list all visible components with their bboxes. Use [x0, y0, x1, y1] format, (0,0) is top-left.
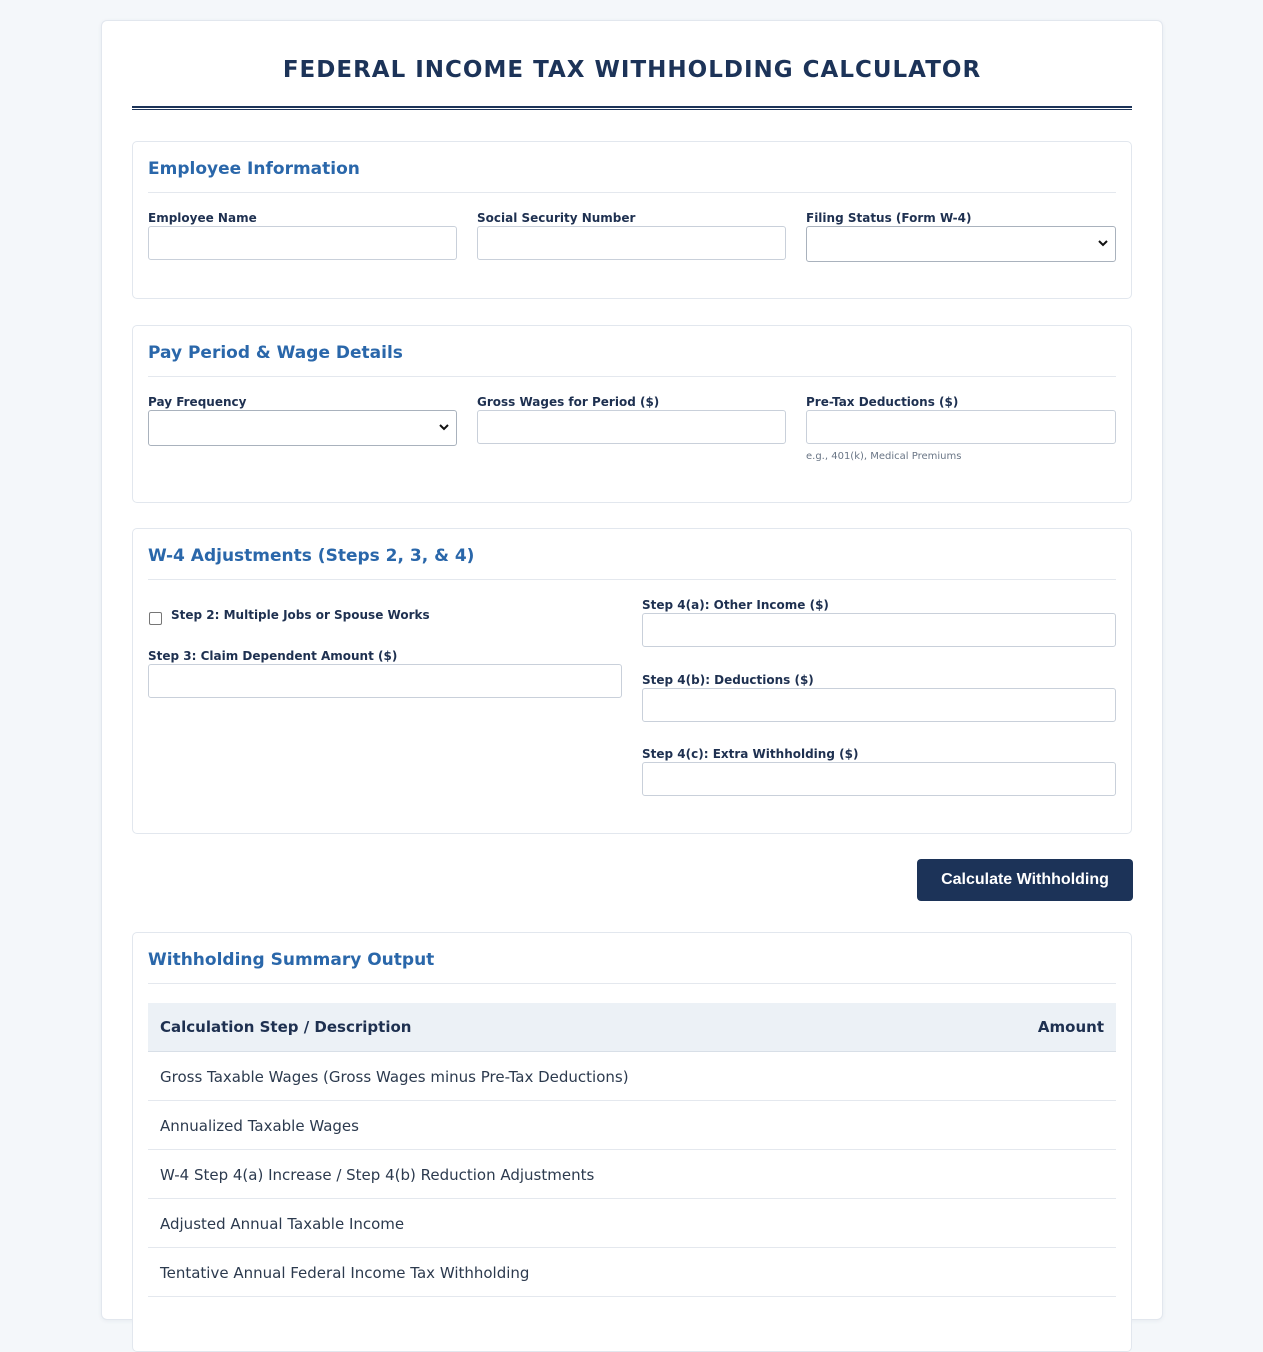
chevron-down-icon	[1096, 236, 1110, 250]
step3-label: Step 3: Claim Dependent Amount ($)	[148, 649, 398, 663]
w4-adjustments-section	[132, 528, 1132, 834]
employee-name-label: Employee Name	[148, 211, 257, 225]
column-header-description: Calculation Step / Description	[160, 1018, 412, 1036]
table-row	[148, 1199, 1116, 1248]
section-title: W-4 Adjustments (Steps 2, 3, & 4)	[148, 546, 475, 566]
table-row	[148, 1150, 1116, 1199]
section-divider	[148, 192, 1116, 193]
step4a-label: Step 4(a): Other Income ($)	[642, 598, 829, 612]
title-divider	[132, 106, 1132, 110]
section-title: Pay Period & Wage Details	[148, 343, 403, 363]
section-divider	[148, 579, 1116, 580]
table-row	[148, 1052, 1116, 1101]
gross-wages-label: Gross Wages for Period ($)	[477, 395, 660, 409]
page-title: FEDERAL INCOME TAX WITHHOLDING CALCULATOR	[282, 57, 982, 83]
row-description: Tentative Annual Federal Income Tax Withholding	[160, 1264, 530, 1282]
chevron-down-icon	[437, 420, 451, 434]
ssn-input[interactable]	[477, 226, 786, 260]
calculate-withholding-button[interactable]: Calculate Withholding	[917, 859, 1133, 901]
filing-status-label: Filing Status (Form W-4)	[806, 211, 972, 225]
table-row	[148, 1101, 1116, 1150]
summary-table-header	[148, 1003, 1116, 1052]
ssn-label: Social Security Number	[477, 211, 636, 225]
section-divider	[148, 376, 1116, 377]
step4b-input[interactable]	[642, 688, 1116, 722]
pretax-deductions-input[interactable]	[806, 410, 1116, 444]
pretax-deductions-label: Pre-Tax Deductions ($)	[806, 395, 959, 409]
section-title: Withholding Summary Output	[148, 950, 435, 970]
step3-input[interactable]	[148, 664, 622, 698]
section-title: Employee Information	[148, 159, 360, 179]
employee-info-section	[132, 141, 1132, 299]
column-header-amount: Amount	[1037, 1018, 1104, 1036]
gross-wages-input[interactable]	[477, 410, 786, 444]
step2-label[interactable]: Step 2: Multiple Jobs or Spouse Works	[171, 608, 430, 622]
pay-frequency-label: Pay Frequency	[148, 395, 247, 409]
row-description: Gross Taxable Wages (Gross Wages minus Pre-Tax Deductions)	[160, 1068, 629, 1086]
table-row	[148, 1248, 1116, 1297]
section-divider	[148, 983, 1116, 984]
employee-name-input[interactable]	[148, 226, 457, 260]
withholding-summary-section	[132, 932, 1132, 1352]
step2-checkbox[interactable]	[149, 612, 162, 625]
filing-status-select[interactable]	[806, 226, 1116, 262]
row-description: W-4 Step 4(a) Increase / Step 4(b) Reduction Adjustments	[160, 1166, 595, 1184]
step4c-input[interactable]	[642, 762, 1116, 796]
row-description: Annualized Taxable Wages	[160, 1117, 359, 1135]
pay-frequency-select[interactable]	[148, 410, 457, 446]
pay-period-section	[132, 325, 1132, 503]
pretax-deductions-hint: e.g., 401(k), Medical Premiums	[806, 451, 962, 462]
step4a-input[interactable]	[642, 613, 1116, 647]
calculator-card	[101, 20, 1163, 1320]
step4b-label: Step 4(b): Deductions ($)	[642, 673, 814, 687]
step4c-label: Step 4(c): Extra Withholding ($)	[642, 747, 859, 761]
row-description: Adjusted Annual Taxable Income	[160, 1215, 405, 1233]
